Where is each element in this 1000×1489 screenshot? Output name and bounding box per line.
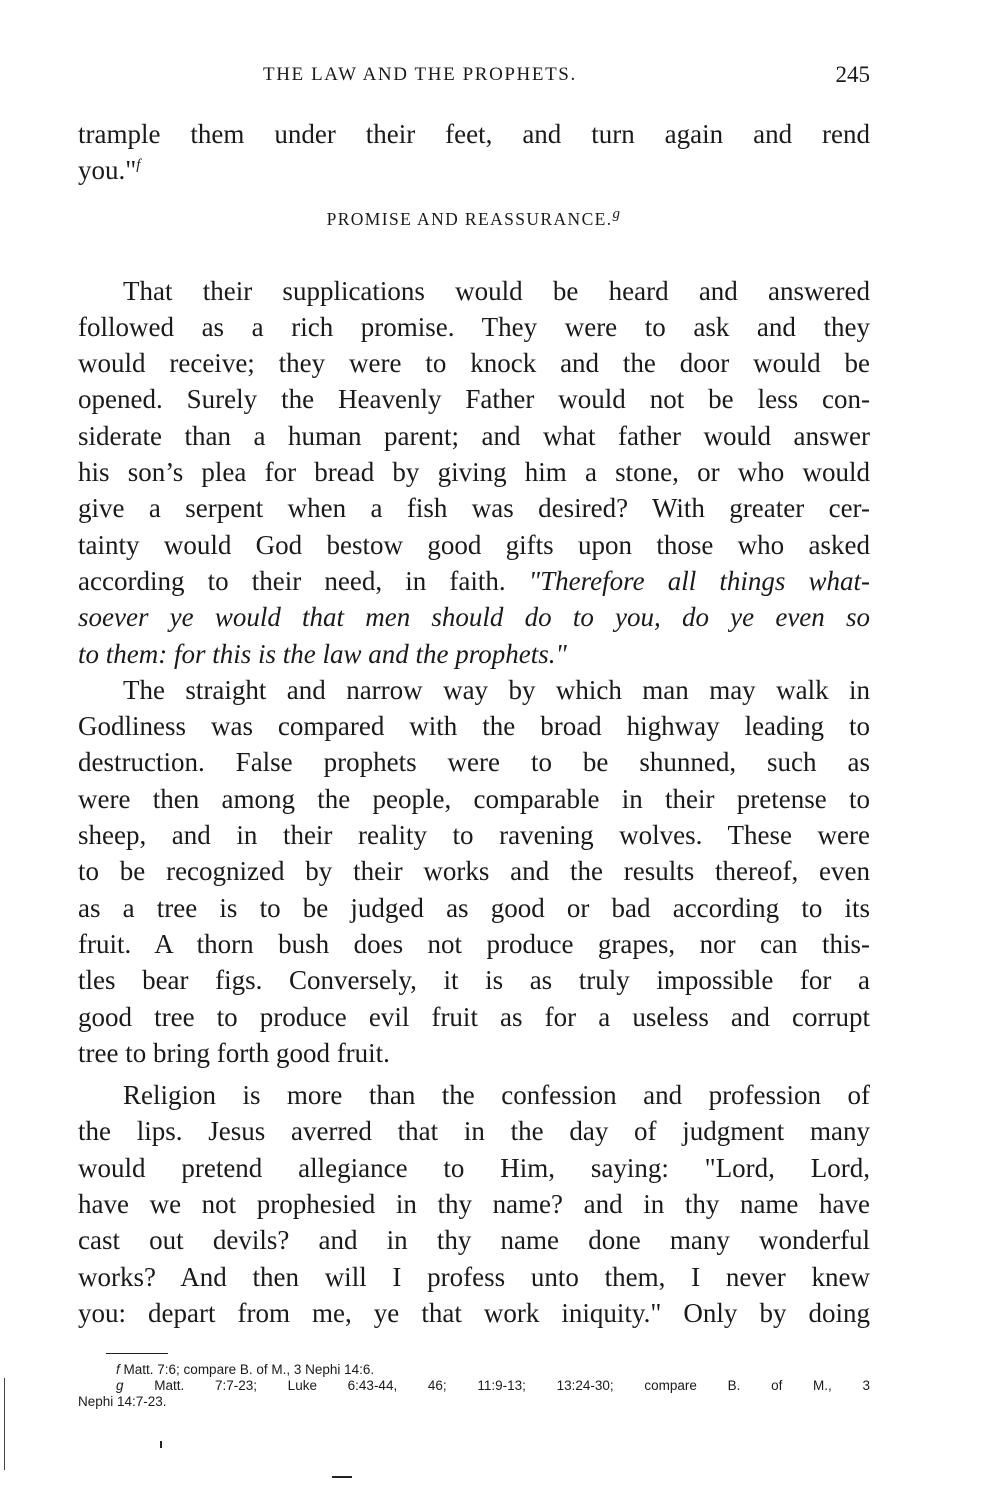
footnotes [78,1362,870,1410]
carryover-line-1: trample them under their feet, and turn again and rend [78,119,870,149]
para2-line-11: tree to bring forth good fruit. [78,1037,390,1068]
para1-line-2: followed as a rich promise. They were to ask and they [78,311,870,342]
para1-line-7: give a serpent when a fish was desired? With greater cer- [78,493,870,524]
para1-line-5: siderate than a human parent; and what father would answer [78,420,870,451]
paragraph-religion [78,1077,870,1331]
footnote-rule [106,1353,168,1354]
footnote-f-mark: f [116,1362,120,1377]
para3-line-7: you: depart from me, ye that work iniquity." Only by doing [78,1297,870,1328]
section-heading [78,201,870,237]
carryover-line-2 [78,152,870,188]
para3-line-6: works? And then will I profess unto them, I never knew [78,1261,870,1292]
para2-line-6: to be recognized by their works and the results thereof, even [78,856,870,887]
footnote-ref-f: f [136,157,141,174]
para3-line-1: Religion is more than the confession and profession of [123,1080,870,1111]
footnote-f [78,1362,870,1378]
para2-line-8: fruit. A thorn bush does not produce grapes, nor can this- [78,928,870,959]
footnote-g-text-1: Matt. 7:7-23; Luke 6:43-44, 46; 11:9-13; 13:24-30; compare B. of M., 3 [154,1378,870,1393]
paragraph-promise [78,273,870,672]
para2-line-10: good tree to produce evil fruit as for a useless and corrupt [78,1001,870,1032]
footnote-g [78,1378,870,1394]
para1-line-4: opened. Surely the Heavenly Father would not be less con- [78,384,870,415]
section-heading-text: PROMISE AND REASSURANCE. [326,208,613,229]
para3-line-5: cast out devils? and in thy name done many wonderful [78,1225,870,1256]
para3-line-3: would pretend allegiance to Him, saying: "Lord, Lord, [78,1152,870,1183]
para1-line-9-roman: according to their need, in faith. [78,565,506,596]
para2-line-1: The straight and narrow way by which man may walk in [123,674,870,705]
page-header [78,62,870,96]
carryover-line-2-text: you." [78,155,137,186]
running-title: THE LAW AND THE PROPHETS. [263,64,577,85]
para2-line-3: destruction. False prophets were to be shunned, such as [78,747,870,778]
scan-speck [160,1441,162,1448]
scan-edge-mark [4,1378,5,1470]
paragraph-narrow-way [78,672,870,1071]
para2-line-2: Godliness was compared with the broad highway leading to [78,711,870,742]
para1-line-11: to them: for this is the law and the prophets." [78,638,567,669]
footnote-f-text: Matt. 7:6; compare B. of M., 3 Nephi 14:6. [123,1362,375,1377]
para1-line-1: That their supplications would be heard and answered [123,275,870,306]
para1-line-8: tainty would God bestow good gifts upon those who asked [78,529,870,560]
page-number: 245 [835,62,870,87]
para1-line-6: his son’s plea for bread by giving him a stone, or who would [78,457,870,488]
footnote-g-mark: g [116,1378,124,1393]
para2-line-5: sheep, and in their reality to ravening wolves. These were [78,820,870,851]
para3-line-2: the lips. Jesus averred that in the day of judgment many [78,1116,870,1147]
body-text [78,116,870,1331]
scan-speck [332,1476,352,1478]
footnote-g-continued: Nephi 14:7-23. [78,1394,167,1409]
para1-line-3: would receive; they were to knock and the door would be [78,348,870,379]
para3-line-4: have we not prophesied in thy name? and in thy name have [78,1189,870,1220]
para1-line-9-italic: "Therefore all things what- [528,565,871,596]
para1-line-10: soever ye would that men should do to you, do ye even so [78,602,870,633]
para2-line-9: tles bear figs. Conversely, it is as truly impossible for a [78,965,870,996]
footnote-ref-g: g [612,205,622,222]
para1-line-9 [78,563,870,599]
para2-line-7: as a tree is to be judged as good or bad according to its [78,892,870,923]
para2-line-4: were then among the people, comparable in their pretense to [78,783,870,814]
